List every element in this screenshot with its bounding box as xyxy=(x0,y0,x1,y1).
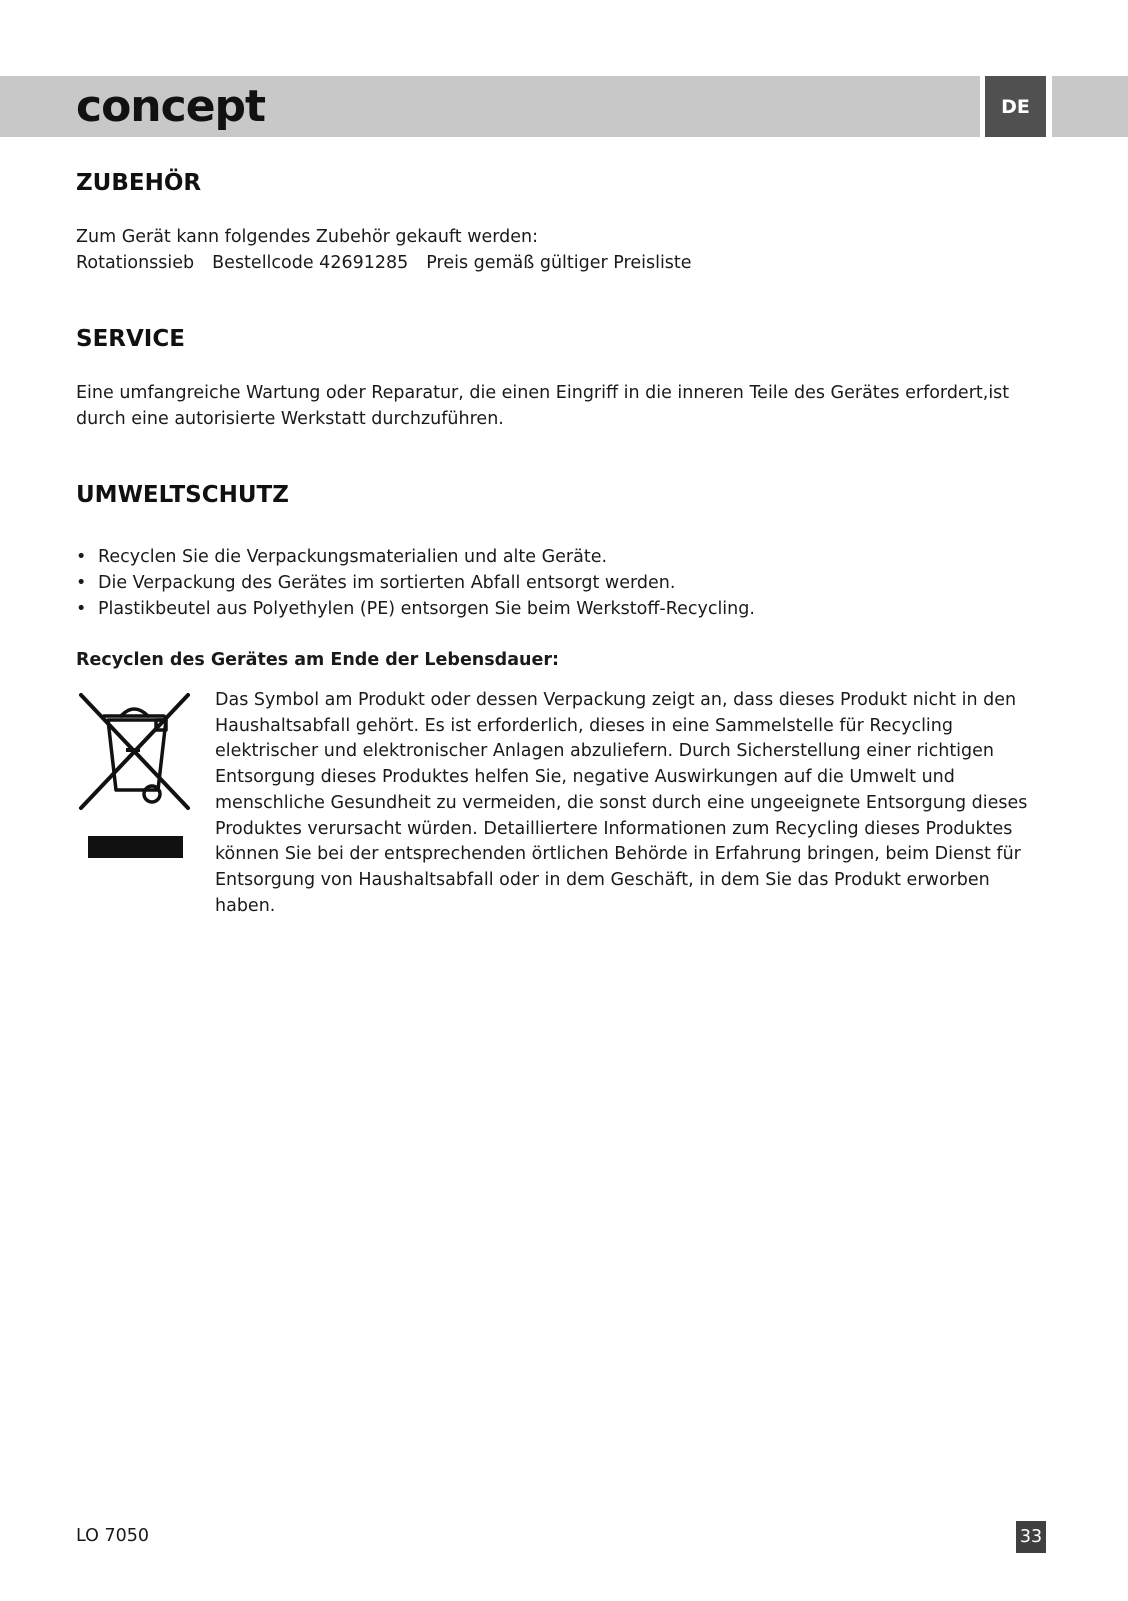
list-item: • Recyclen Sie die Verpackungsmaterialien und alte Geräte. xyxy=(76,544,755,570)
section-title-service: SERVICE xyxy=(76,326,185,352)
zubehoer-item-name: Rotationssieb xyxy=(76,253,195,273)
section-title-zubehoer: ZUBEHÖR xyxy=(76,170,202,196)
language-badge: DE xyxy=(985,76,1046,137)
umweltschutz-bullet-list xyxy=(76,544,755,622)
recycling-description: Das Symbol am Produkt oder dessen Verpackung zeigt an, dass dieses Produkt nicht in den Haushaltsabfall gehört. Es ist erforderlich, dieses in eine Sammelstelle für Recycling elektrischer und elektronischer Anlagen abzuliefern. Durch Sicherstellung einer richtigen Entsorgung dieses Produktes helfen Sie, negative Auswirkungen auf die Umwelt und menschliche Gesundheit zu vermeiden, die sonst durch eine ungeeignete Entsorgung dieses Produktes verursacht würden. Detailliertere Informationen zum Recycling dieses Produktes können Sie bei der entsprechenden örtlichen Behörde in Erfahrung bringen, beim Dienst für Entsorgung von Haushaltsabfall oder in dem Geschäft, in dem Sie das Produkt erworben haben. xyxy=(215,690,1028,916)
brand-logo: concept xyxy=(76,81,266,132)
zubehoer-item-code: Bestellcode 42691285 xyxy=(212,253,409,273)
footer-model: LO 7050 xyxy=(76,1526,149,1546)
footer-page-number: 33 xyxy=(1016,1521,1046,1553)
header-bar-right xyxy=(1052,76,1128,137)
list-item: • Die Verpackung des Gerätes im sortierten Abfall entsorgt werden. xyxy=(76,570,755,596)
service-line-1: Eine umfangreiche Wartung oder Reparatur, die einen Eingriff in die inneren Teile des Gerätes erfordert,ist xyxy=(76,383,1010,403)
crossed-out-wheelie-bin-icon xyxy=(76,690,196,860)
zubehoer-item-price: Preis gemäß gültiger Preisliste xyxy=(426,253,692,273)
zubehoer-item-row xyxy=(76,250,692,276)
service-line-2: durch eine autorisierte Werkstatt durchzuführen. xyxy=(76,409,504,429)
recycling-subheading: Recyclen des Gerätes am Ende der Lebensdauer: xyxy=(76,650,559,670)
list-item: • Plastikbeutel aus Polyethylen (PE) entsorgen Sie beim Werkstoff-Recycling. xyxy=(76,596,755,622)
zubehoer-intro: Zum Gerät kann folgendes Zubehör gekauft werden: xyxy=(76,227,539,247)
section-title-umweltschutz: UMWELTSCHUTZ xyxy=(76,482,289,508)
